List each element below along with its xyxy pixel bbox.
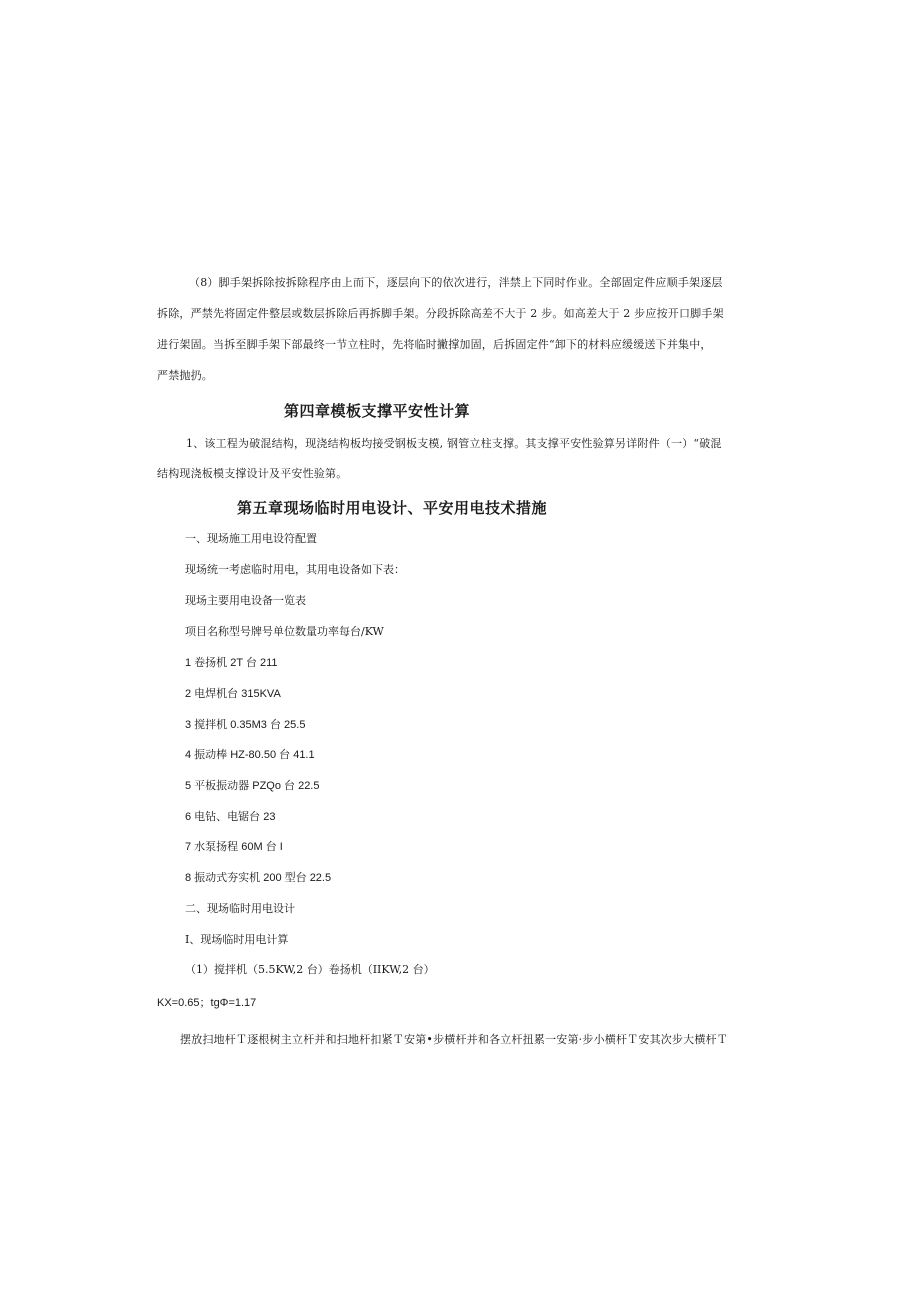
- equipment-table-title: 现场主要用电设备一览表: [185, 594, 306, 607]
- chapter-4-line-2: 结构现浇板模支撑设计及平安性验第。: [157, 467, 348, 480]
- equipment-row: 7 水泵扬程 60M 台 I: [185, 841, 283, 853]
- scaffold-steps-line: 摆放扫地杆Ｔ逐根树主立杆并和扫地杆扣紧Ｔ安第•步横杆并和各立杆扭累一安第·步小横杆Ｔ安其次步大横杆Ｔ: [180, 1033, 728, 1046]
- subsection-1-heading: I、现场临时用电计算: [185, 933, 289, 946]
- equipment-row: 1 卷扬机 2T 台 211: [185, 657, 278, 669]
- paragraph-8-line-3: 进行架固。当拆至脚手架下部最终一节立柱时，先将临时撇撑加固，后拆固定件“卸下的材料应缓缓送下并集中，: [157, 338, 712, 351]
- equipment-intro: 现场统一考虑临时用电，其用电设备如下表：: [185, 563, 405, 576]
- formula-line: KX=0.65；tgΦ=1.17: [157, 997, 257, 1009]
- chapter-4-line-1: 1、该工程为破混结构，现浇结构板均接受钢板支模, 钢管立柱支撑。其支撑平安性验算另详附件（一）“破混: [186, 437, 722, 450]
- section-2-heading: 二、现场临时用电设计: [185, 902, 295, 915]
- chapter-5-title: 第五章现场临时用电设计、平安用电技术措施: [237, 499, 548, 517]
- equipment-table-header: 项目名称型号牌号单位数量功率每台/KW: [185, 625, 384, 638]
- equipment-row: 2 电焊机台 315KVA: [185, 688, 281, 700]
- equipment-row: 5 平板振动器 PZQo 台 22.5: [185, 780, 320, 792]
- equipment-row: 8 振动式夯实机 200 型台 22.5: [185, 872, 332, 884]
- paragraph-8-line-2: 拆除，严禁先将固定件整层或数层拆除后再拆脚手架。分段拆除高差不大于 2 步。如高差大于 2 步应按开口脚手架: [157, 307, 724, 320]
- paragraph-8-line-1: （8）脚手架拆除按拆除程序由上而下，逐层向下的依次进行，泮禁上下同时作业。全部固定件应顺手架逐层: [189, 276, 723, 289]
- equipment-row: 3 搅拌机 0.35M3 台 25.5: [185, 719, 306, 731]
- paragraph-8-line-4: 严禁抛扔。: [157, 369, 213, 382]
- section-1-heading: 一、现场施工用电设符配置: [185, 532, 317, 545]
- chapter-4-title: 第四章模板支撑平安性计算: [284, 402, 471, 420]
- subsection-1-item: （1）搅拌机（5.5KW,2 台）卷扬机（IIKW,2 台）: [185, 963, 435, 976]
- equipment-row: 6 电钻、电锯台 23: [185, 811, 276, 823]
- equipment-row: 4 振动棒 HZ-80.50 台 41.1: [185, 749, 315, 761]
